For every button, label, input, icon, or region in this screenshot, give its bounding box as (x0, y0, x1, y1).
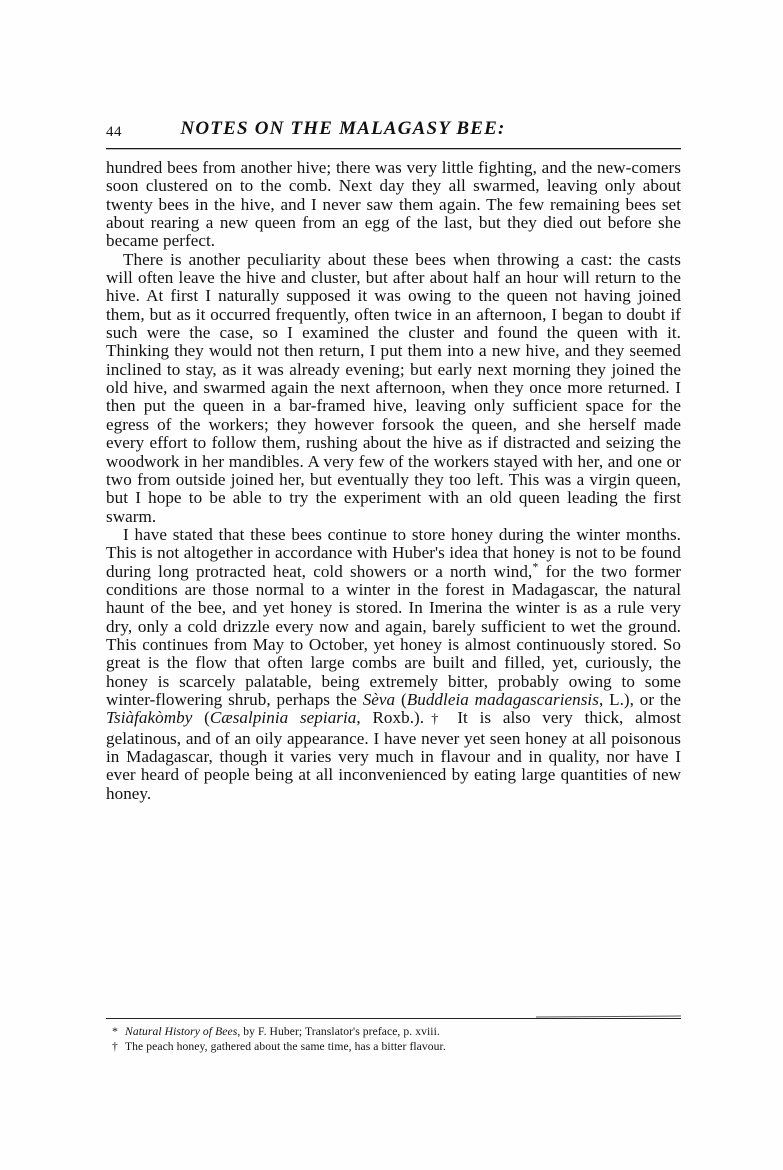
paragraph-winter-honey (106, 526, 681, 803)
body-text-column (106, 159, 681, 803)
species-name: Tsiàfakòmby (106, 708, 193, 728)
footnote-reference-mark: † (424, 712, 446, 728)
paragraph-text-run: It is also very thick, almost gelatinous, and of an oily appearance. I have never yet seen honey at all poisonous in Madagascar, though it varies very much in flavour and in quality, nor have I ever heard of people being at all inconvenienced by eating large quantities of new honey. (106, 708, 681, 803)
running-head (106, 118, 680, 144)
header-rule (106, 148, 681, 149)
paragraph-text-run: I have stated that these bees continue to store honey during the winter months. This is not altogether in accordance with Huber's idea that honey is not to be found during long protracted heat, cold showers or a north wind, (106, 524, 681, 581)
paragraph-text-run: ( (192, 708, 210, 728)
footnote-text: The peach honey, gathered about the same time, has a bitter flavour. (125, 1039, 446, 1053)
footnote-reference-mark: * (532, 558, 539, 573)
species-name: Sèva (362, 689, 396, 709)
paragraph-text-run: ( (395, 689, 407, 709)
species-name: Buddleia madagascariensis (406, 689, 599, 709)
running-title: NOTES ON THE MALAGASY BEE: (180, 118, 506, 139)
footnote-text: , by F. Huber; Translator's preface, p. xviii. (237, 1025, 440, 1038)
paragraph-text-run: for the two former conditions are those normal to a winter in the forest in Madagascar, the natural haunt of the bee, and yet honey is stored. In Imerina the winter is as a rule very dry, only a cold drizzle every now and again, barely sufficient to wet the ground. This continues from May to October, yet honey is almost continuously stored. So great is the flow that often large combs are built and filled, yet, curiously, the honey is scarcely palatable, being extremely bitter, probably owing to some winter-flowering shrub, perhaps the (106, 561, 681, 709)
page-number: 44 (106, 124, 122, 140)
footnote-separator-rule (106, 1018, 681, 1019)
paragraph-text-run: , Roxb.). (356, 708, 425, 728)
footnote-item (112, 1024, 687, 1040)
paragraph-continued-swarm: hundred bees from another hive; there was very little fighting, and the new-comers soon clustered on to the comb. Next day they all swarmed, leaving only about twenty bees in the hive, and I never saw them again. The few remaining bees set about rearing a new queen from an egg of the last, but they died out before she became perfect. (106, 158, 681, 251)
paragraph-peculiarity-casts: There is another peculiarity about these bees when throwing a cast: the casts will often leave the hive and cluster, but after about half an hour will return to the hive. At first I naturally supposed it was owing to the queen not having joined them, but as it occurred frequently, often twice in an afternoon, I began to doubt if such were the case, so I examined the cluster and found the queen with it. Thinking they would not then return, I put them into a new hive, and they seemed inclined to stay, as it was already evening; but early next morning they joined the old hive, and swarmed again the next afternoon, when they once more returned. I then put the queen in a bar-framed hive, leaving only sufficient space for the egress of the workers; they however forsook the queen, and she herself made every effort to follow them, rushing about the hive as if distracted and seizing the woodwork in her mandibles. A very few of the workers stayed with her, and one or two from outside joined her, but eventually they too left. This was a virgin queen, but I hope to be able to try the experiment with an old queen leading the first swarm. (106, 249, 681, 526)
footnote-marker-asterisk: * (112, 1024, 119, 1038)
footnote-block (112, 1024, 687, 1054)
footnote-item (112, 1040, 687, 1055)
footnote-marker-dagger: † (112, 1039, 118, 1053)
species-name: Cæsalpinia sepiaria (209, 708, 357, 728)
paragraph-text-run: , L.), or the (598, 689, 681, 709)
footnote-title: Natural History of Bees (125, 1025, 238, 1038)
